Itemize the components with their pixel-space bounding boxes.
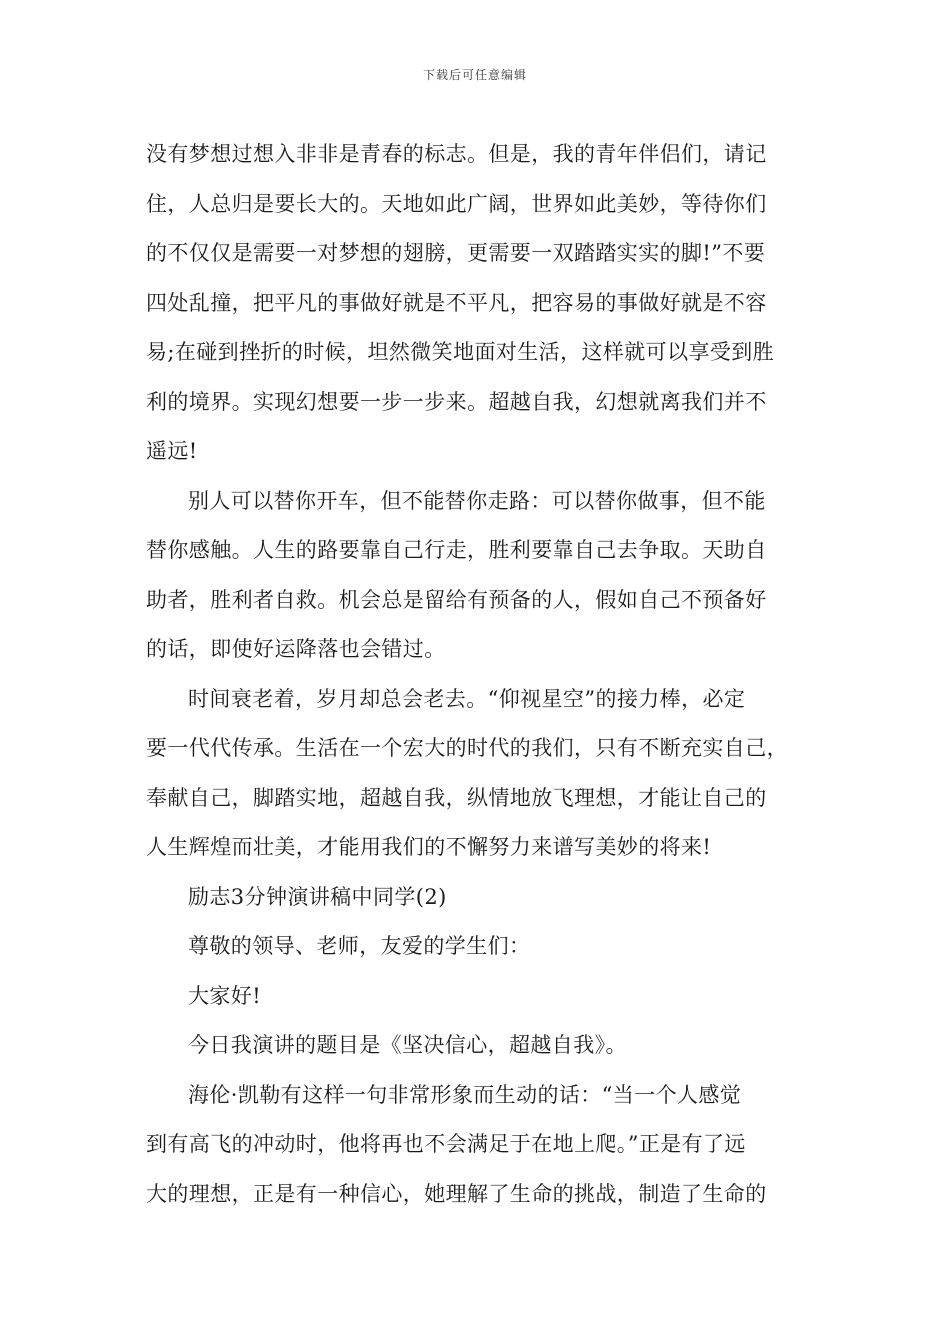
text-line: 助者，胜利者自救。机会总是留给有预备的人，假如自己不预备好 [146, 587, 767, 612]
text-line: 利的境界。实现幻想要一步一步来。超越自我，幻想就离我们并不 [146, 389, 767, 414]
paragraph [146, 1021, 806, 1071]
text-line: 到有高飞的冲动时，他将再也不会满足于在地上爬。”正是有了远 [146, 1132, 746, 1156]
text-line: 的不仅仅是需要一对梦想的翅膀，更需要一双踏踏实实的脚!”不要 [146, 241, 766, 265]
text-line: 奉献自己，脚踏实地，超越自我，纵情地放飞理想，才能让自己的 [146, 785, 767, 810]
paragraph [146, 922, 806, 972]
text-line: 海伦·凯勒有这样一句非常形象而生动的话：“当一个人感觉 [188, 1082, 742, 1107]
document-body [146, 130, 806, 1219]
text-line: 励志3分钟演讲稿中同学(2) [188, 884, 447, 909]
paragraph [146, 477, 806, 675]
text-line: 人生辉煌而壮美，才能用我们的不懈努力来谱写美妙的将来! [146, 835, 712, 859]
text-line: 四处乱撞，把平凡的事做好就是不平凡，把容易的事做好就是不容 [146, 290, 767, 315]
page-header: 下载后可任意编辑 [422, 68, 527, 82]
text-line: 易;在碰到挫折的时候，坦然微笑地面对生活，这样就可以享受到胜 [146, 340, 775, 364]
text-line: 替你感触。人生的路要靠自己行走，胜利要靠自己去争取。天助自 [146, 538, 767, 562]
text-line: 遥远! [146, 439, 198, 463]
text-line: 今日我演讲的题目是《坚决信心，超越自我》。 [188, 1033, 627, 1057]
paragraph [146, 1071, 806, 1220]
text-line: 时间衰老着，岁月却总会老去。“仰视星空”的接力棒，必定 [188, 686, 746, 711]
text-line: 尊敬的领导、老师，友爱的学生们： [188, 934, 531, 958]
text-line: 住，人总归是要长大的。天地如此广阔，世界如此美妙，等待你们 [146, 191, 767, 216]
text-line: 大家好! [188, 983, 262, 1008]
paragraph [146, 130, 806, 477]
paragraph [146, 675, 806, 873]
text-line: 没有梦想过想入非非是青春的标志。但是，我的青年伴侣们，请记 [146, 142, 767, 166]
paragraph [146, 972, 806, 1022]
text-line: 的话，即使好运降落也会错过。 [146, 637, 446, 661]
paragraph [146, 873, 806, 923]
text-line: 别人可以替你开车，但不能替你走路：可以替你做事，但不能 [188, 488, 766, 513]
text-line: 大的理想，正是有一种信心，她理解了生命的挑战，制造了生命的 [146, 1181, 767, 1206]
text-line: 要一代代传承。生活在一个宏大的时代的我们，只有不断充实自己， [146, 736, 788, 760]
